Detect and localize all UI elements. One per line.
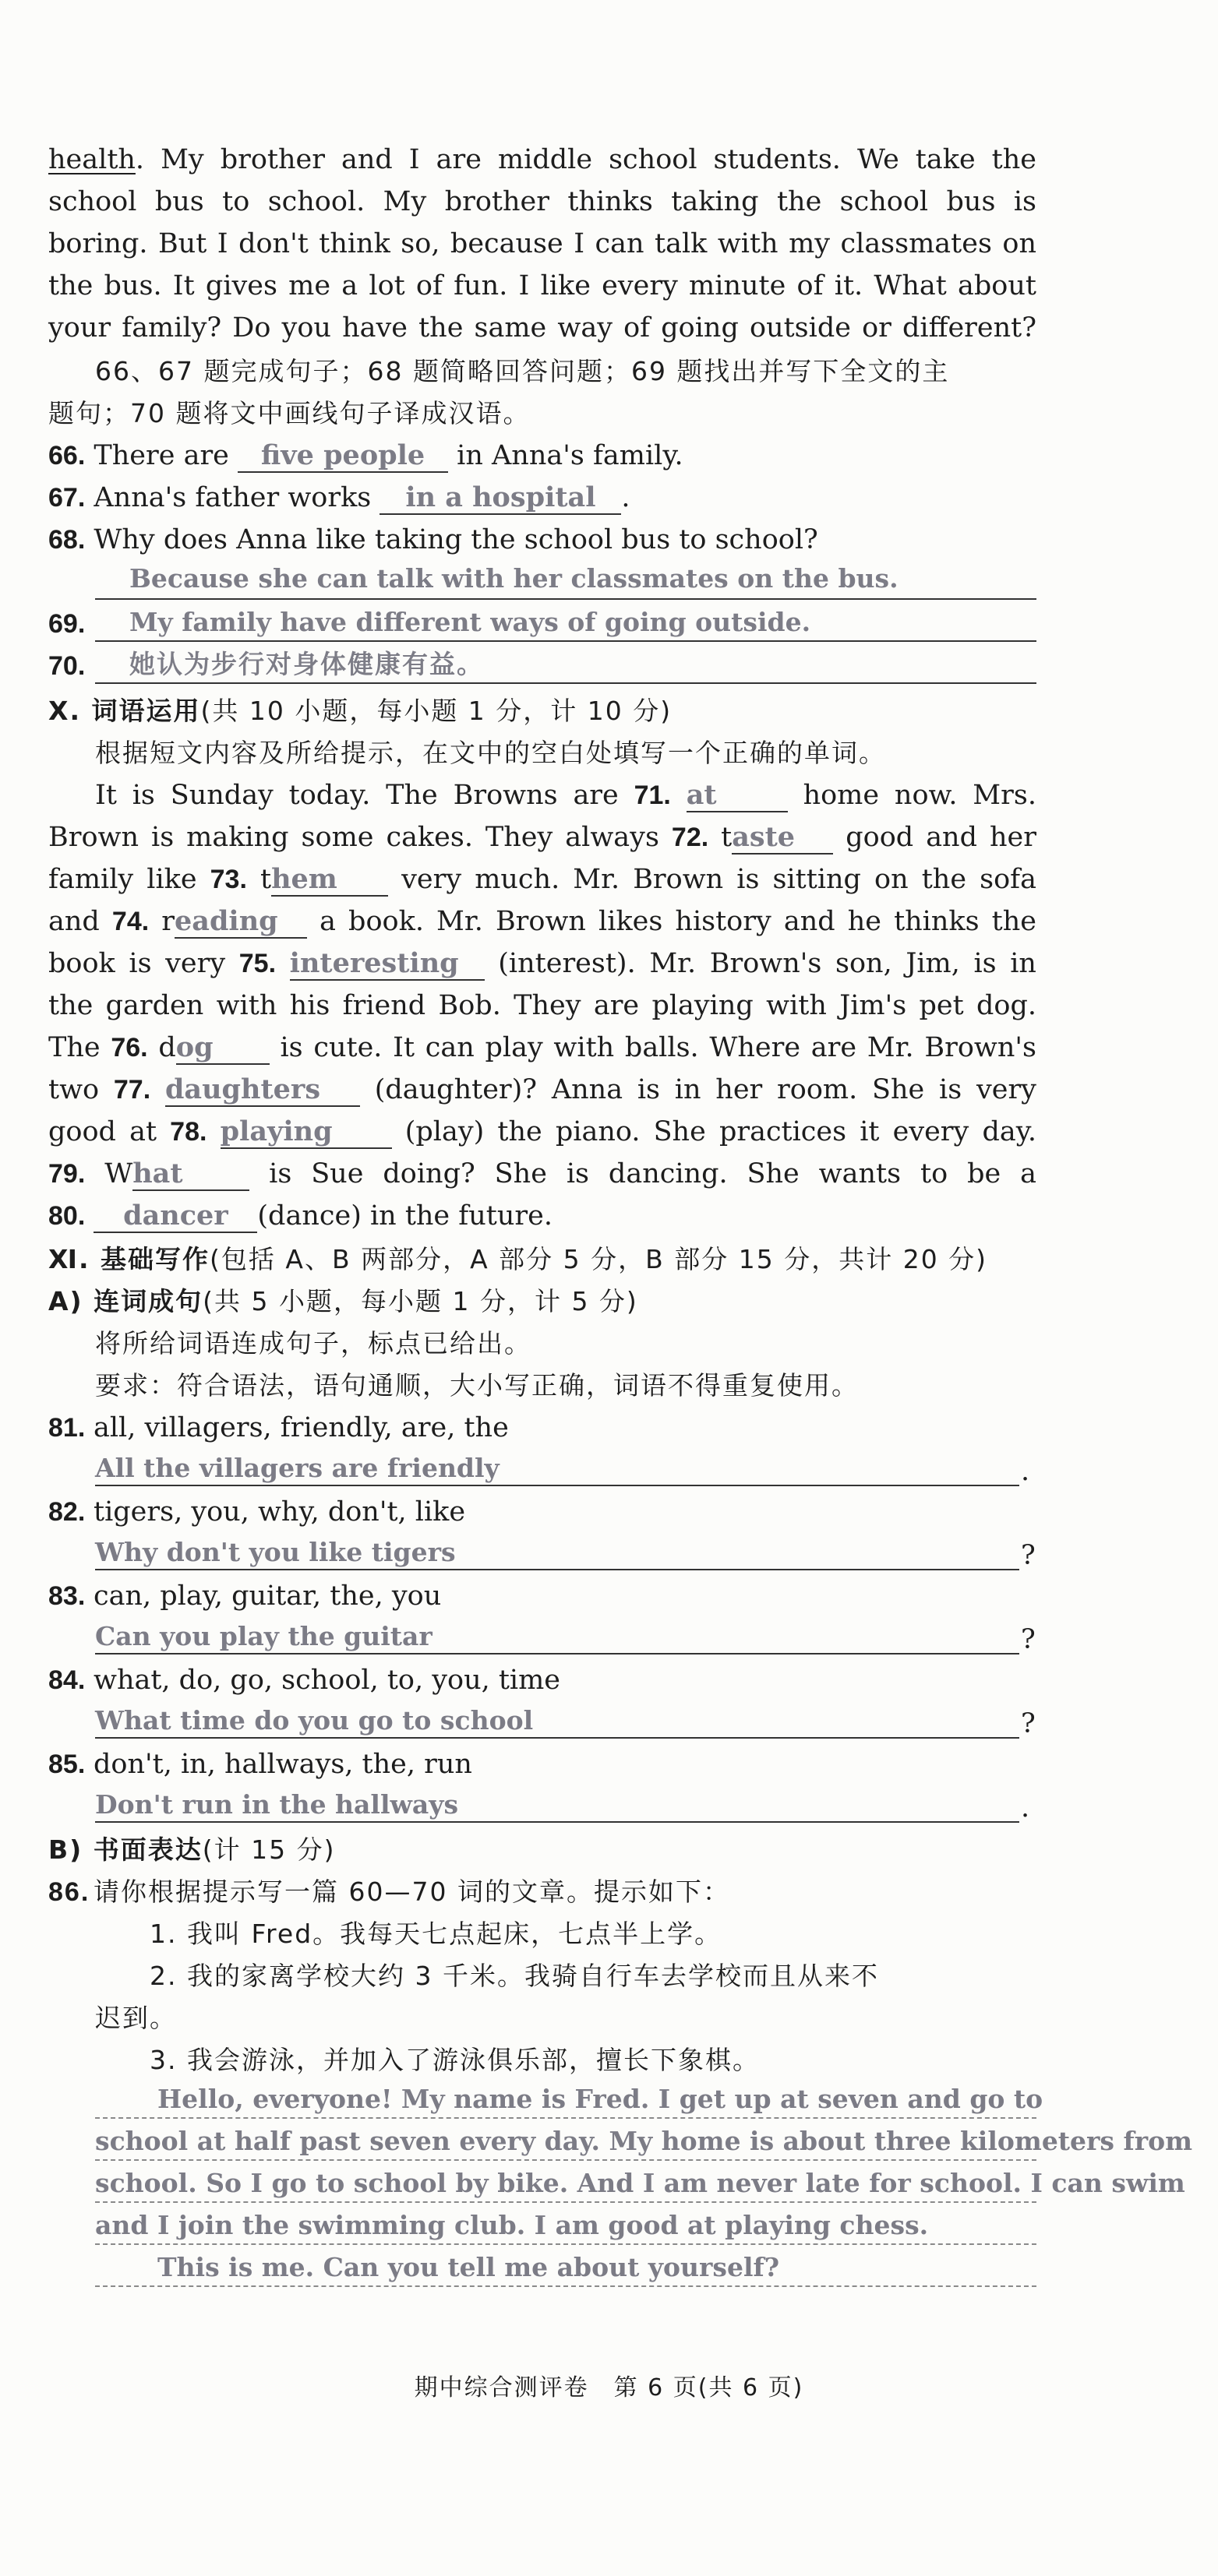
instruction-66-70-line-1: 66、67 题完成句子；68 题简略回答问题；69 题找出并写下全文的主: [95, 356, 950, 386]
cloze-line-10: 79. What is Sue doing? She is dancing. She wants to be a: [48, 1158, 1036, 1189]
cloze-line-9: good at 78. playing (play) the piano. She practices it every day.: [48, 1115, 1036, 1147]
answer-69-text: My family have different ways of going outside.: [129, 607, 811, 637]
answer-82-text: Why don't you like tigers: [95, 1537, 456, 1567]
answer-76-blank[interactable]: og: [176, 1032, 270, 1065]
answer-68-line[interactable]: [95, 598, 1036, 600]
hint-2b: 迟到。: [95, 2003, 177, 2033]
cloze-line-2: Brown is making some cakes. They always 72. taste good and her: [48, 821, 1036, 853]
hint-3: 3. 我会游泳，并加入了游泳俱乐部，擅长下象棋。: [150, 2045, 760, 2075]
answer-84-text: What time do you go to school: [95, 1705, 534, 1736]
answer-85-line[interactable]: [95, 1821, 1019, 1823]
essay-line-1: Hello, everyone! My name is Fred. I get up at seven and go to: [157, 2084, 1043, 2114]
passage-line-3: boring. But I don't think so, because I can talk with my classmates on: [48, 228, 1036, 259]
hint-2a: 2. 我的家离学校大约 3 千米。我骑自行车去学校而且从来不: [150, 1961, 879, 1991]
answer-80-blank[interactable]: dancer: [94, 1200, 257, 1233]
answer-74-blank[interactable]: eading: [175, 906, 307, 939]
answer-82-line[interactable]: [95, 1569, 1019, 1570]
answer-77-blank[interactable]: daughters: [165, 1074, 360, 1107]
cloze-line-11: 80. dancer (dance) in the future.: [48, 1200, 553, 1232]
question-84-words: 84. what, do, go, school, to, you, time: [48, 1665, 561, 1696]
question-69: 69.: [48, 609, 86, 639]
essay-rule-3[interactable]: [95, 2201, 1036, 2203]
essay-line-4: and I join the swimming club. I am good at playing chess.: [95, 2210, 929, 2240]
cloze-line-3: family like 73. them very much. Mr. Brown is sitting on the sofa: [48, 863, 1036, 895]
passage-line-4: the bus. It gives me a lot of fun. I like every minute of it. What about: [48, 270, 1036, 301]
question-67: 67. Anna's father works in a hospital .: [48, 481, 630, 513]
answer-83-line[interactable]: [95, 1653, 1019, 1654]
underlined-word: health: [48, 144, 136, 175]
question-66: 66. There are five people in Anna's family.: [48, 439, 683, 471]
answer-83-punct: ?: [1021, 1624, 1036, 1655]
answer-70-line[interactable]: [95, 682, 1036, 684]
answer-72-blank[interactable]: aste: [732, 822, 833, 855]
instruction-66-70-line-2: 题句；70 题将文中画线句子译成汉语。: [48, 398, 531, 428]
passage-line-2: school bus to school. My brother thinks taking the school bus is: [48, 186, 1036, 217]
page-footer: 期中综合测评卷 第 6 页(共 6 页): [414, 2374, 804, 2402]
essay-line-2: school at half past seven every day. My home is about three kilometers from: [95, 2126, 1193, 2156]
section-11b-heading: B) 书面表达(计 15 分): [48, 1834, 336, 1865]
section-11a-instruction-1: 将所给词语连成句子，标点已给出。: [95, 1328, 531, 1358]
question-68: 68. Why does Anna like taking the school bus to school?: [48, 524, 818, 555]
answer-68-text: Because she can talk with her classmates on the bus.: [129, 563, 898, 594]
cloze-line-7: The 76. dog is cute. It can play with balls. Where are Mr. Brown's: [48, 1031, 1036, 1063]
cloze-line-4: and 74. reading a book. Mr. Brown likes history and he thinks the: [48, 905, 1036, 937]
answer-67-blank[interactable]: in a hospital: [380, 482, 621, 515]
question-83-words: 83. can, play, guitar, the, you: [48, 1580, 442, 1612]
question-82-words: 82. tigers, you, why, don't, like: [48, 1496, 466, 1528]
hint-1: 1. 我叫 Fred。我每天七点起床，七点半上学。: [150, 1919, 722, 1949]
section-11a-heading: A) 连词成句(共 5 小题，每小题 1 分，计 5 分): [48, 1286, 638, 1316]
answer-81-punct: .: [1021, 1456, 1030, 1487]
cloze-line-5: book is very 75. interesting (interest). Mr. Brown's son, Jim, is in: [48, 947, 1036, 979]
answer-83-text: Can you play the guitar: [95, 1621, 432, 1651]
answer-70-text: 她认为步行对身体健康有益。: [129, 649, 484, 679]
question-85-words: 85. don't, in, hallways, the, run: [48, 1749, 472, 1780]
cloze-line-8: two 77. daughters (daughter)? Anna is in her room. She is very: [48, 1073, 1036, 1105]
answer-81-text: All the villagers are friendly: [95, 1453, 500, 1483]
essay-rule-2[interactable]: [95, 2159, 1036, 2161]
passage-line-5: your family? Do you have the same way of going outside or different?: [48, 312, 1036, 344]
answer-66-blank[interactable]: five people: [238, 440, 448, 473]
essay-rule-4[interactable]: [95, 2243, 1036, 2245]
answer-69-line[interactable]: [95, 640, 1036, 642]
essay-line-5: This is me. Can you tell me about yourself?: [157, 2252, 780, 2282]
answer-73-blank[interactable]: hem: [271, 864, 388, 897]
question-70: 70.: [48, 651, 86, 681]
cloze-line-1: It is Sunday today. The Browns are 71. at home now. Mrs.: [95, 779, 1036, 811]
section-11a-instruction-2: 要求：符合语法，语句通顺，大小写正确，词语不得重复使用。: [95, 1370, 859, 1401]
answer-82-punct: ?: [1021, 1540, 1036, 1571]
answer-84-line[interactable]: [95, 1737, 1019, 1739]
essay-rule-5[interactable]: [95, 2285, 1036, 2287]
essay-line-3: school. So I go to school by bike. And I am never late for school. I can swim: [95, 2168, 1185, 2198]
answer-79-blank[interactable]: hat: [132, 1158, 249, 1191]
question-86-prompt: 86. 请你根据提示写一篇 60—70 词的文章。提示如下：: [48, 1876, 730, 1907]
answer-84-punct: ?: [1021, 1708, 1036, 1739]
answer-81-line[interactable]: [95, 1485, 1019, 1486]
section-10-instruction: 根据短文内容及所给提示，在文中的空白处填写一个正确的单词。: [95, 738, 886, 768]
answer-75-blank[interactable]: interesting: [290, 948, 485, 981]
answer-71-blank[interactable]: at: [687, 780, 788, 812]
answer-85-text: Don't run in the hallways: [95, 1789, 459, 1820]
section-10-heading: Ⅹ. 词语运用(共 10 小题，每小题 1 分，计 10 分): [48, 696, 673, 726]
cloze-line-6: the garden with his friend Bob. They are playing with Jim's pet dog.: [48, 990, 1036, 1021]
section-11-heading: Ⅺ. 基础写作(包括 A、B 两部分，A 部分 5 分，B 部分 15 分，共计 20 分): [48, 1244, 988, 1274]
passage-line-1: health. My brother and I are middle school students. We take the: [48, 144, 1036, 175]
answer-85-punct: .: [1021, 1792, 1030, 1824]
essay-rule-1[interactable]: [95, 2117, 1036, 2119]
question-81-words: 81. all, villagers, friendly, are, the: [48, 1412, 509, 1443]
answer-78-blank[interactable]: playing: [221, 1116, 392, 1149]
